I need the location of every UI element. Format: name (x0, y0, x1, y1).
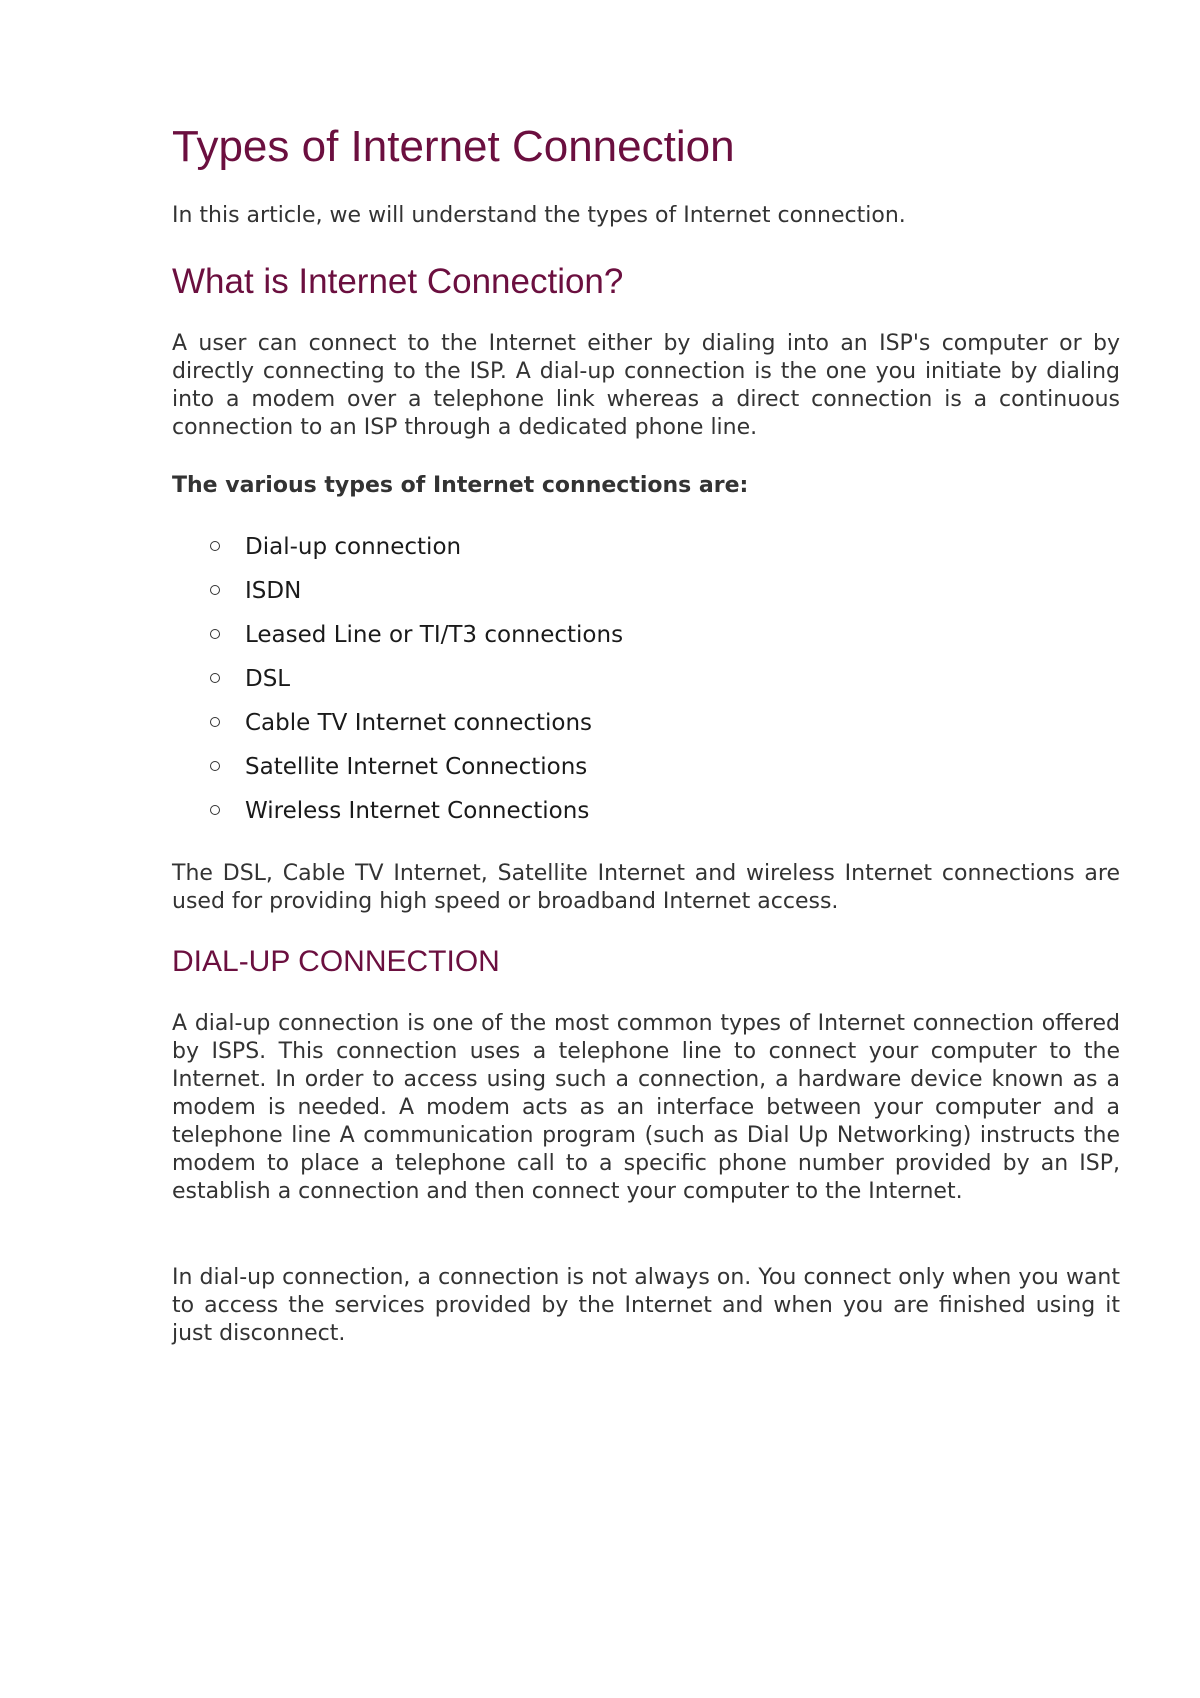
list-item-label: ISDN (245, 578, 302, 604)
section-heading-dial-up: DIAL-UP CONNECTION (172, 945, 500, 978)
types-list-heading: The various types of Internet connections are: (172, 473, 749, 498)
dial-up-paragraph-2: In dial-up connection, a connection is not always on. You connect only when you want to access the services provided by the Internet and when you are finished using it just disconnect. (172, 1265, 1120, 1346)
page-title: Types of Internet Connection (172, 122, 735, 171)
list-item-label: Leased Line or TI/T3 connections (245, 622, 624, 648)
list-item-label: DSL (245, 666, 291, 692)
list-item-label: Satellite Internet Connections (245, 754, 588, 780)
section-heading-what-is: What is Internet Connection? (172, 262, 624, 301)
list-item-label: Cable TV Internet connections (245, 710, 593, 736)
what-is-paragraph: A user can connect to the Internet either by dialing into an ISP's computer or by directly connecting to the ISP. A dial-up connection is the one you initiate by dialing into a modem over a telephone link whereas a direct connection is a continuous connection to an ISP through a dedicated phone line. (172, 331, 1120, 440)
intro-paragraph: In this article, we will understand the types of Internet connection. (172, 203, 906, 228)
hollow-circle-bullet-icon (210, 585, 220, 595)
hollow-circle-bullet-icon (210, 673, 220, 683)
list-item-label: Wireless Internet Connections (245, 798, 590, 824)
broadband-paragraph: The DSL, Cable TV Internet, Satellite Internet and wireless Internet connections are used for providing high speed or broadband Internet access. (172, 861, 1120, 914)
hollow-circle-bullet-icon (210, 805, 220, 815)
hollow-circle-bullet-icon (210, 717, 220, 727)
hollow-circle-bullet-icon (210, 761, 220, 771)
hollow-circle-bullet-icon (210, 629, 220, 639)
list-item-label: Dial-up connection (245, 534, 462, 560)
hollow-circle-bullet-icon (210, 541, 220, 551)
dial-up-paragraph-1: A dial-up connection is one of the most common types of Internet connection offered by ISPS. This connection uses a telephone line to connect your computer to the Internet. In order to access using such a connection, a hardware device known as a modem is needed. A modem acts as an interface between your computer and a telephone line A communication program (such as Dial Up Networking) instructs the modem to place a telephone call to a specific phone number provided by an ISP, establish a connection and then connect your computer to the Internet. (172, 1011, 1120, 1204)
